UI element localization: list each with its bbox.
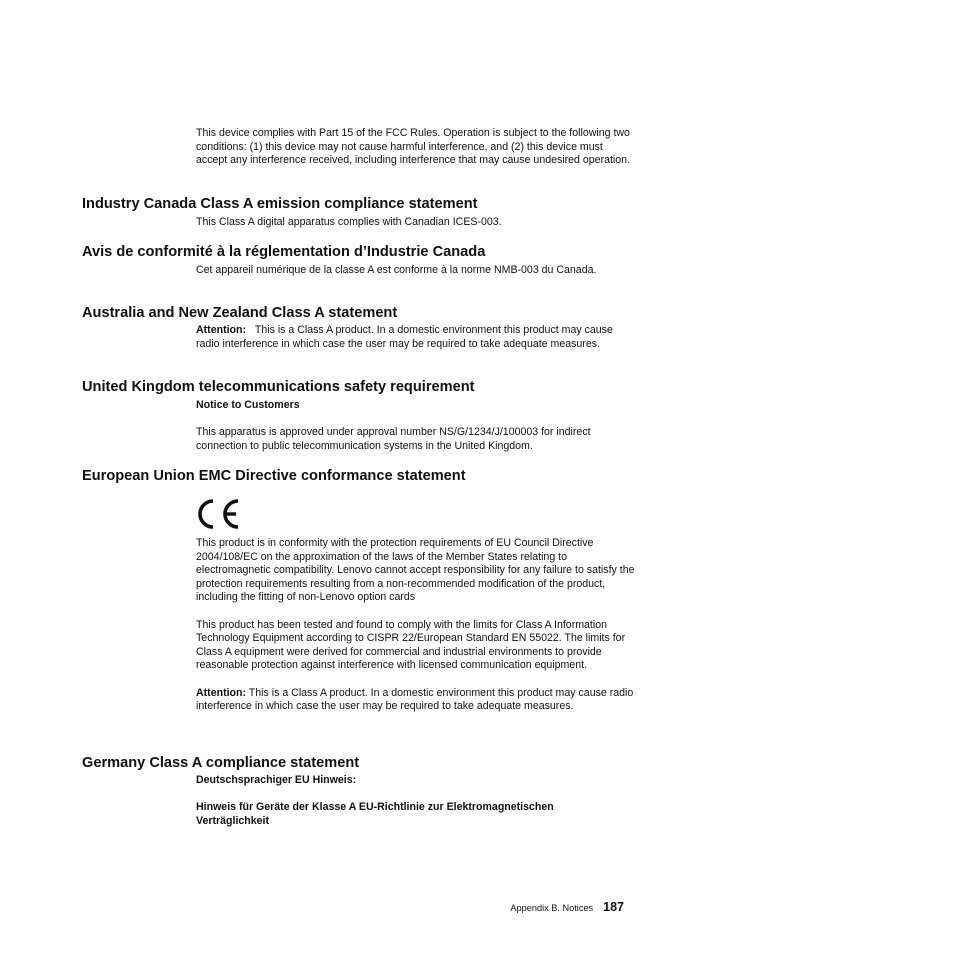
industry-canada-section: [196, 216, 636, 230]
attention-label: Attention:: [196, 324, 247, 336]
eu-section: [196, 537, 636, 714]
eu-paragraph-1: This product is in conformity with the protection requirements of EU Council Directive 2004/108/EC on the approximation of the laws of the Member States relating to electromagnetic compatibility. Lenovo cannot accept responsibility for any failure to satisfy the protection requirements resulting from a non-recommended modification of the product, including the fitting of non-Lenovo option cards: [196, 537, 635, 604]
eu-attention: [196, 687, 636, 714]
industry-canada-heading: Industry Canada Class A emission compliance statement: [82, 196, 478, 212]
attention-label: Attention:: [196, 686, 247, 699]
uk-heading: United Kingdom telecommunications safety requirement: [82, 379, 475, 395]
ce-mark-icon: [196, 497, 242, 531]
uk-section: [196, 399, 636, 453]
eu-heading: European Union EMC Directive conformance statement: [82, 468, 466, 484]
uk-subheading: Notice to Customers: [196, 399, 300, 411]
attention-text: This is a Class A product. In a domestic environment this product may cause radio interference in which case the user may be required to take adequate measures.: [196, 686, 634, 713]
footer-section: Appendix B. Notices: [510, 903, 594, 913]
australia-heading: Australia and New Zealand Class A statement: [82, 305, 398, 321]
industry-canada-text: This Class A digital apparatus complies with Canadian ICES-003.: [196, 216, 502, 228]
page-number: 187: [603, 900, 624, 914]
avis-canada-text: Cet appareil numérique de la classe A est conforme à la norme NMB-003 du Canada.: [196, 264, 597, 276]
fcc-paragraph: [196, 127, 636, 168]
germany-sub-1: Deutschsprachiger EU Hinweis:: [196, 774, 357, 786]
avis-canada-heading: Avis de conformité à la réglementation d’Industrie Canada: [82, 244, 486, 260]
germany-section: [196, 774, 636, 828]
australia-section: [196, 324, 636, 351]
germany-heading: Germany Class A compliance statement: [82, 755, 360, 771]
page-footer: [510, 898, 624, 916]
attention-text: This is a Class A product. In a domestic environment this product may cause radio interference in which case the user may be required to take adequate measures.: [196, 324, 613, 350]
uk-text: This apparatus is approved under approval number NS/G/1234/J/100003 for indirect connection to public telecommunication systems in the United Kingdom.: [196, 426, 591, 452]
australia-attention: [196, 324, 636, 351]
germany-sub-2: Hinweis für Geräte der Klasse A EU-Richtlinie zur Elektromagnetischen Verträglichkeit: [196, 801, 554, 827]
avis-canada-section: [196, 264, 636, 278]
fcc-text: This device complies with Part 15 of the FCC Rules. Operation is subject to the following two conditions: (1) this device may not cause harmful interference, and (2) this device must accept any interference received, including interference that may cause undesired operation.: [196, 127, 631, 167]
eu-paragraph-2: This product has been tested and found to comply with the limits for Class A Information Technology Equipment according to CISPR 22/European Standard EN 55022. The limits for Class A equipment were derived for commercial and industrial environments to provide reasonable protection against interference with licensed communication equipment.: [196, 618, 626, 672]
